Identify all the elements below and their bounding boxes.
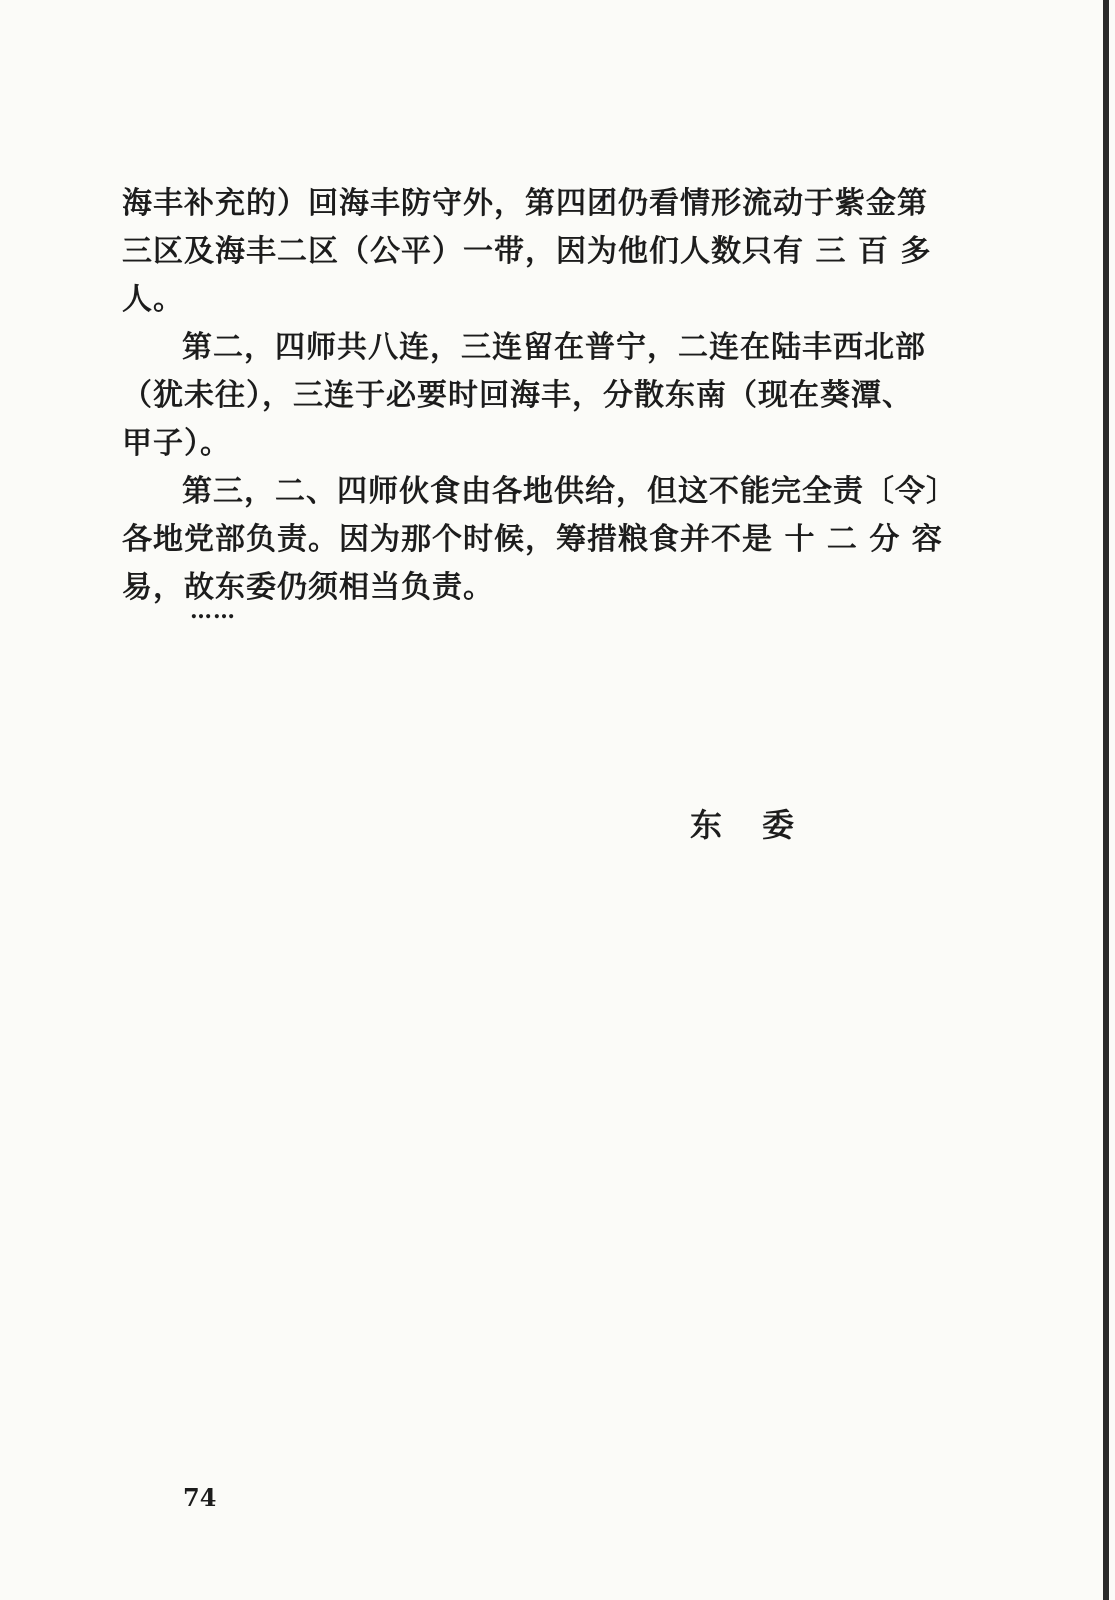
- page-edge-shadow: [1103, 0, 1109, 1600]
- paragraph-1-line-1: 海丰补充的）回海丰防守外，第四团仍看情形流动于紫金第: [122, 186, 928, 221]
- paragraph-2-line-2: （犹未往），三连于必要时回海丰，分散东南（现在葵潭、: [122, 378, 913, 413]
- body-text: [122, 180, 982, 612]
- signature: 东委: [690, 806, 835, 844]
- paragraph-3-line-2: 各地党部负责。因为那个时候，筹措粮食并不是 十 二 分 容: [122, 522, 943, 557]
- paragraph-1-line-3: 人。: [122, 282, 184, 317]
- paragraph-1-line-2: 三区及海丰二区（公平）一带，因为他们人数只有 三 百 多: [122, 234, 932, 269]
- paragraph-2-line-1: 第二，四师共八连，三连留在普宁，二连在陆丰西北部: [182, 330, 926, 365]
- paragraph-3-line-1: 第三，二、四师伙食由各地供给，但这不能完全责〔令〕: [182, 474, 957, 509]
- page-number: 74: [183, 1483, 217, 1512]
- paragraph-2-line-3: 甲子）。: [122, 426, 231, 461]
- ellipsis: ……: [190, 598, 236, 624]
- paragraph-3-line-3: 易，故东委仍须相当负责。: [122, 570, 494, 605]
